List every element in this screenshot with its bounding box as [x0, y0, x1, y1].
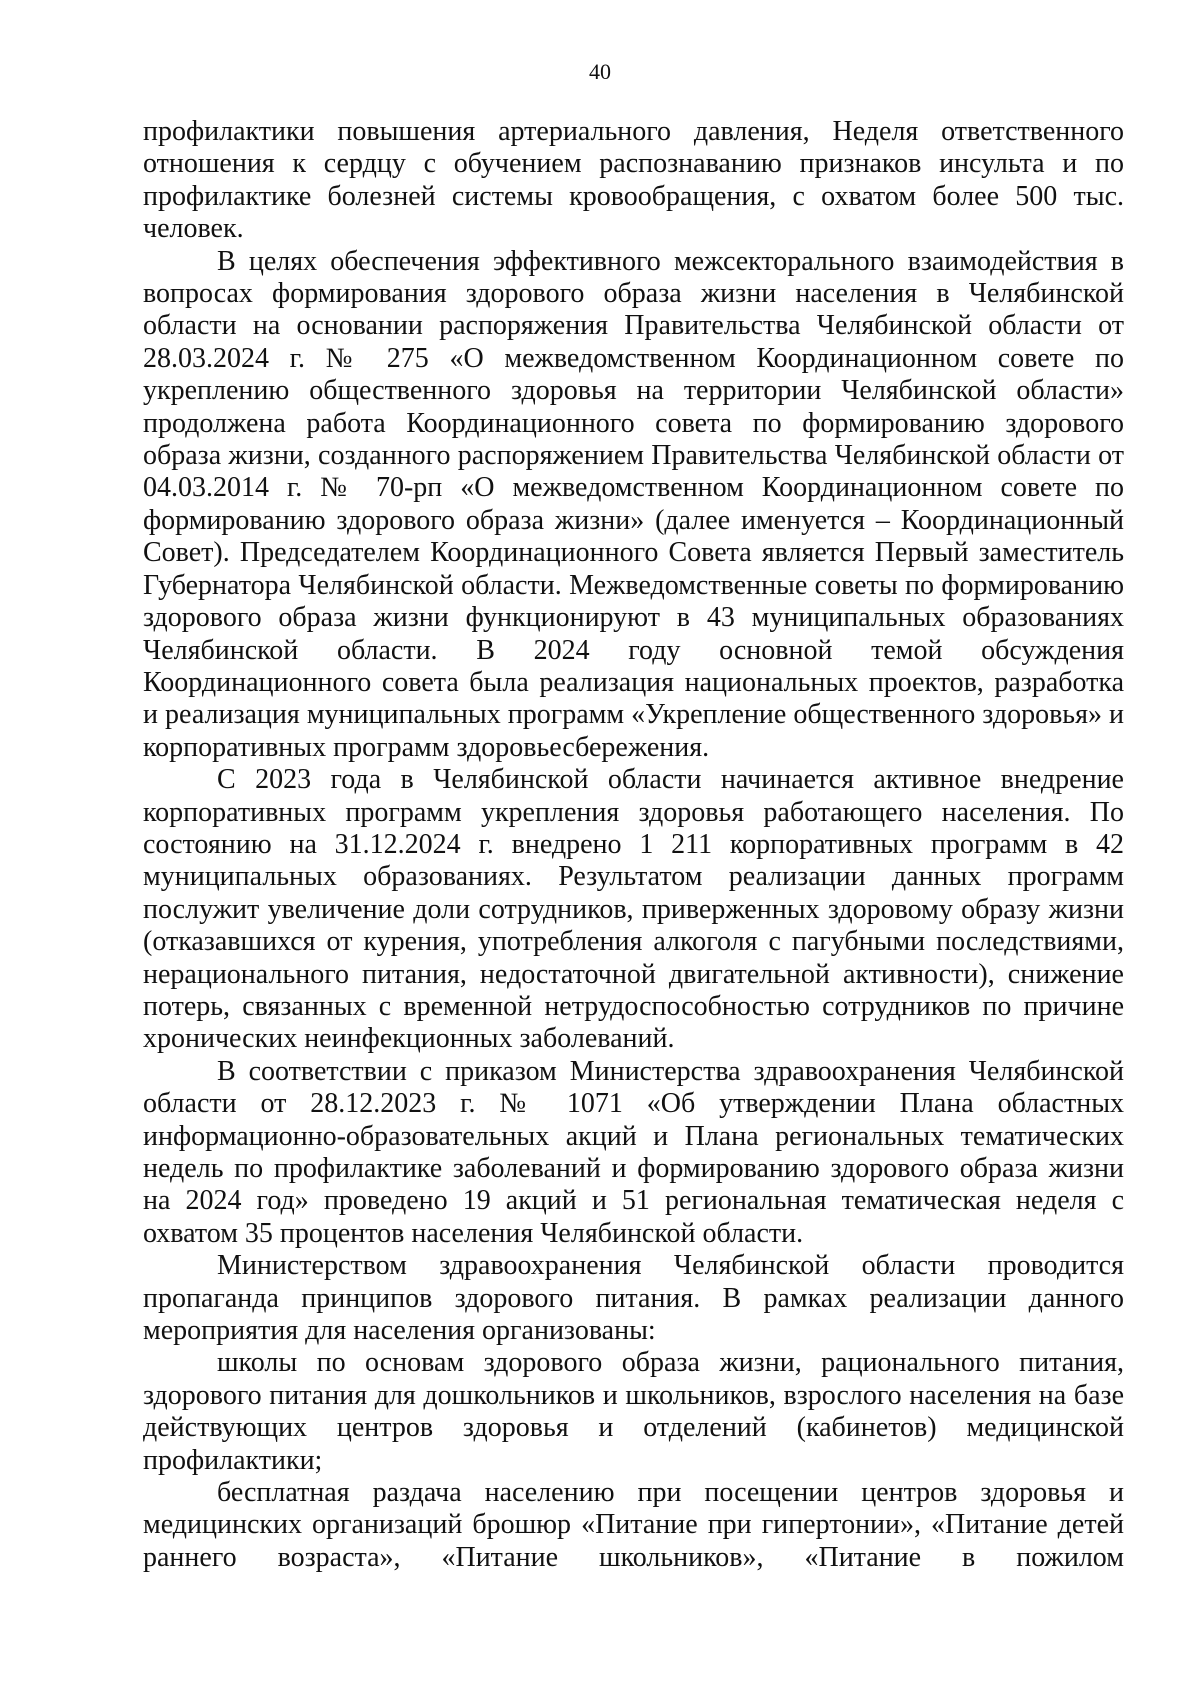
paragraph-brochures: бесплатная раздача населению при посещении центров здоровья и медицинских организаций брошюр «Питание при гипертонии», «Питание детей раннего возраста», «Питание школьников», «Питание в пожилом	[143, 1477, 1124, 1573]
paragraph-corporate-programs: С 2023 года в Челябинской области начинается активное внедрение корпоративных программ укрепления здоровья работающего населения. По состоянию на 31.12.2024 г. внедрено 1 211 корпоративных программ в 42 муниципальных образованиях. Результатом реализации данных программ послужит увеличение доли сотрудников, приверженных здоровому образу жизни (отказавшихся от курения, употребления алкоголя с пагубными последствиями, нерационального питания, недостаточной двигательной активности), снижение потерь, связанных с временной нетрудоспособностью сотрудников по причине хронических неинфекционных заболеваний.	[143, 764, 1124, 1055]
page-number: 40	[589, 59, 611, 84]
paragraph-healthy-nutrition: Министерством здравоохранения Челябинской области проводится пропаганда принципов здорового питания. В рамках реализации данного мероприятия для населения организованы:	[143, 1250, 1124, 1347]
document-body	[143, 116, 1124, 1574]
paragraph-ministry-order: В соответствии с приказом Министерства здравоохранения Челябинской области от 28.12.2023 г. № 1071 «Об утверждении Плана областных информационно-образовательных акций и Плана региональных тематических недель по профилактике заболеваний и формированию здорового образа жизни на 2024 год» проведено 19 акций и 51 региональная тематическая неделя с охватом 35 процентов населения Челябинской области.	[143, 1055, 1124, 1249]
paragraph-schools: школы по основам здорового образа жизни, рационального питания, здорового питания для дошкольников и школьников, взрослого населения на базе действующих центров здоровья и отделений (кабинетов) медицинской профилактики;	[143, 1347, 1124, 1476]
paragraph-coordination-council: В целях обеспечения эффективного межсекторального взаимодействия в вопросах формирования здорового образа жизни населения в Челябинской области на основании распоряжения Правительства Челябинской области от 28.03.2024 г. № 275 «О межведомственном Координационном совете по укреплению общественного здоровья на территории Челябинской области» продолжена работа Координационного совета по формированию здорового образа жизни, созданного распоряжением Правительства Челябинской области от 04.03.2014 г. № 70-рп «О межведомственном Координационном совете по формированию здорового образа жизни» (далее именуется – Координационный Совет). Председателем Координационного Совета является Первый заместитель Губернатора Челябинской области. Межведомственные советы по формированию здорового образа жизни функционируют в 43 муниципальных образованиях Челябинской области. В 2024 году основной темой обсуждения Координационного совета была реализация национальных проектов, разработка и реализация муниципальных программ «Укрепление общественного здоровья» и корпоративных программ здоровьесбережения.	[143, 245, 1124, 763]
paragraph-continuation: профилактики повышения артериального давления, Неделя ответственного отношения к сердцу с обучением распознаванию признаков инсульта и по профилактике болезней системы кровообращения, с охватом более 500 тыс. человек.	[143, 116, 1124, 245]
